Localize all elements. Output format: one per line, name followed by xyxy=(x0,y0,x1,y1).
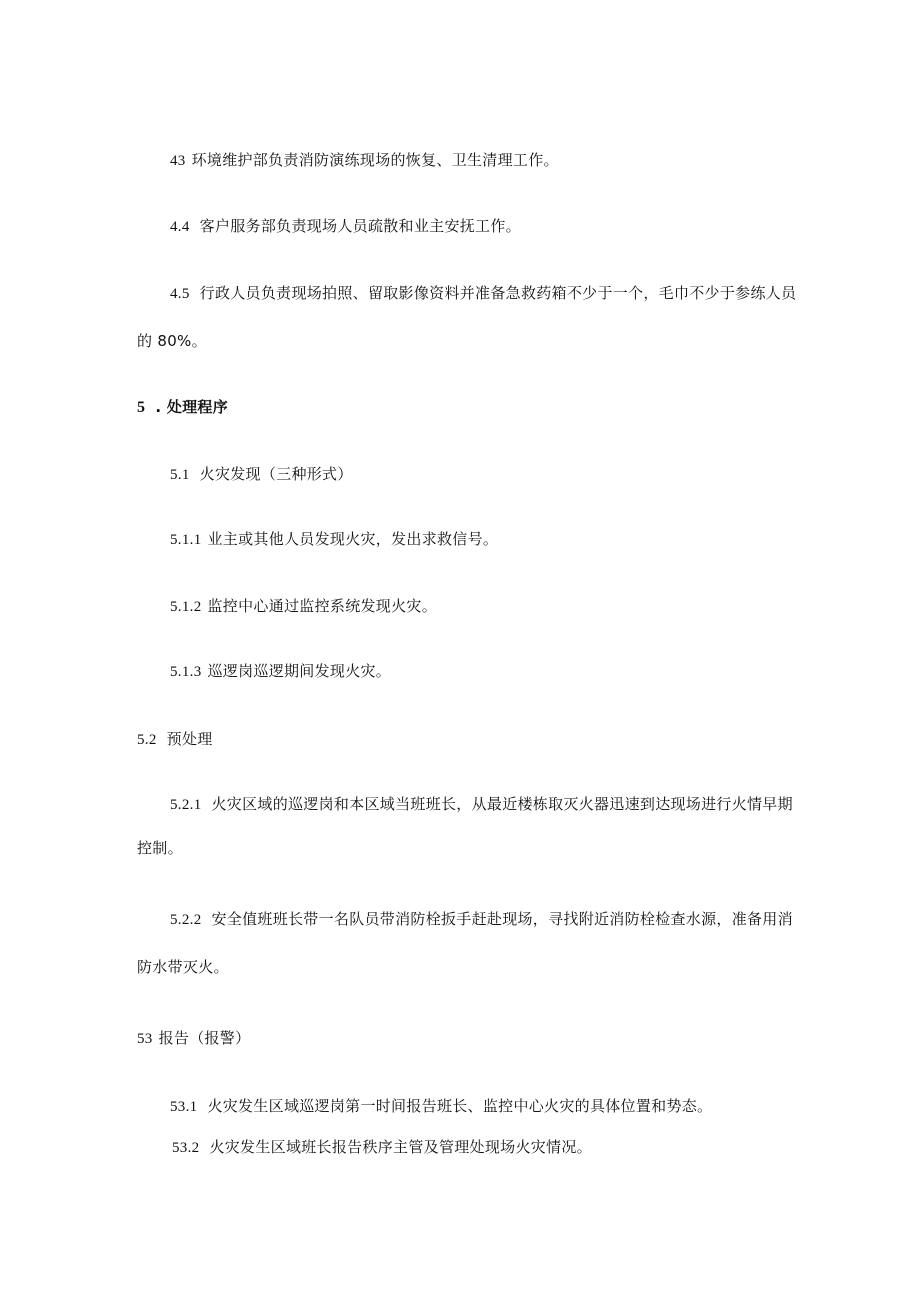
paragraph-5-3 xyxy=(137,1028,250,1049)
paragraph-5-2-1 xyxy=(170,794,793,815)
paragraph-5-1-2 xyxy=(170,596,437,617)
paragraph-5-1 xyxy=(170,464,353,485)
paragraph-number: 53 xyxy=(137,1031,153,1047)
paragraph-text: 的 80%。 xyxy=(137,332,207,350)
paragraph-5-3-2 xyxy=(172,1137,592,1158)
paragraph-text: 火灾发生区域班长报告秩序主管及管理处现场火灾情况。 xyxy=(209,1138,592,1156)
paragraph-text: 预处理 xyxy=(166,730,213,748)
paragraph-text: 巡逻岗巡逻期间发现火灾。 xyxy=(207,662,392,680)
paragraph-text: 火灾发生区域巡逻岗第一时间报告班长、监控中心火灾的具体位置和势态。 xyxy=(207,1097,713,1115)
paragraph-text: 行政人员负责现场拍照、留取影像资料并准备急救药箱不少于一个，毛巾不少于参练人员 xyxy=(199,284,797,302)
paragraph-number: 5.1 xyxy=(170,467,190,483)
paragraph-number: 4.5 xyxy=(170,286,190,302)
section-5-heading xyxy=(137,397,228,418)
paragraph-text: 环境维护部负责消防演练现场的恢复、卫生清理工作。 xyxy=(191,151,559,169)
paragraph-text: 安全值班班长带一名队员带消防栓扳手赶赴现场，寻找附近消防栓检查水源，准备用消 xyxy=(211,910,793,928)
paragraph-number: 5.2.2 xyxy=(170,912,202,928)
paragraph-text: 防水带灭火。 xyxy=(137,958,229,976)
paragraph-number: 53.2 xyxy=(172,1140,200,1156)
paragraph-text: 报告（报警） xyxy=(158,1029,251,1047)
paragraph-number: 5.1.3 xyxy=(170,664,202,680)
paragraph-5-1-1 xyxy=(170,529,498,550)
paragraph-5-2-1-continuation xyxy=(137,838,183,858)
paragraph-number: 43 xyxy=(170,153,186,169)
paragraph-5-1-3 xyxy=(170,661,391,682)
section-title: . 处理程序 xyxy=(155,398,229,416)
paragraph-number: 5.1.1 xyxy=(170,532,202,548)
section-number: 5 xyxy=(137,399,146,416)
paragraph-text: 监控中心通过监控系统发现火灾。 xyxy=(207,597,438,615)
paragraph-5-2-2 xyxy=(170,909,793,930)
paragraph-5-3-1 xyxy=(170,1096,712,1117)
paragraph-number: 4.4 xyxy=(170,219,190,235)
paragraph-number: 5.2.1 xyxy=(170,797,202,813)
paragraph-4-4 xyxy=(170,216,521,237)
paragraph-text: 业主或其他人员发现火灾，发出求救信号。 xyxy=(207,530,499,548)
paragraph-text: 控制。 xyxy=(137,839,183,857)
paragraph-4-5 xyxy=(170,283,796,304)
paragraph-5-2-2-continuation xyxy=(137,957,229,977)
paragraph-text: 客户服务部负责现场人员疏散和业主安抚工作。 xyxy=(199,217,521,235)
paragraph-text: 火灾发现（三种形式） xyxy=(199,465,353,483)
paragraph-4-5-continuation xyxy=(137,331,207,351)
paragraph-number: 5.2 xyxy=(137,732,157,748)
paragraph-number: 5.1.2 xyxy=(170,599,202,615)
paragraph-number: 53.1 xyxy=(170,1099,198,1115)
paragraph-text: 火灾区域的巡逻岗和本区域当班班长，从最近楼栋取灭火器迅速到达现场进行火情早期 xyxy=(211,795,793,813)
paragraph-4-3 xyxy=(170,150,559,171)
paragraph-5-2 xyxy=(137,729,213,750)
